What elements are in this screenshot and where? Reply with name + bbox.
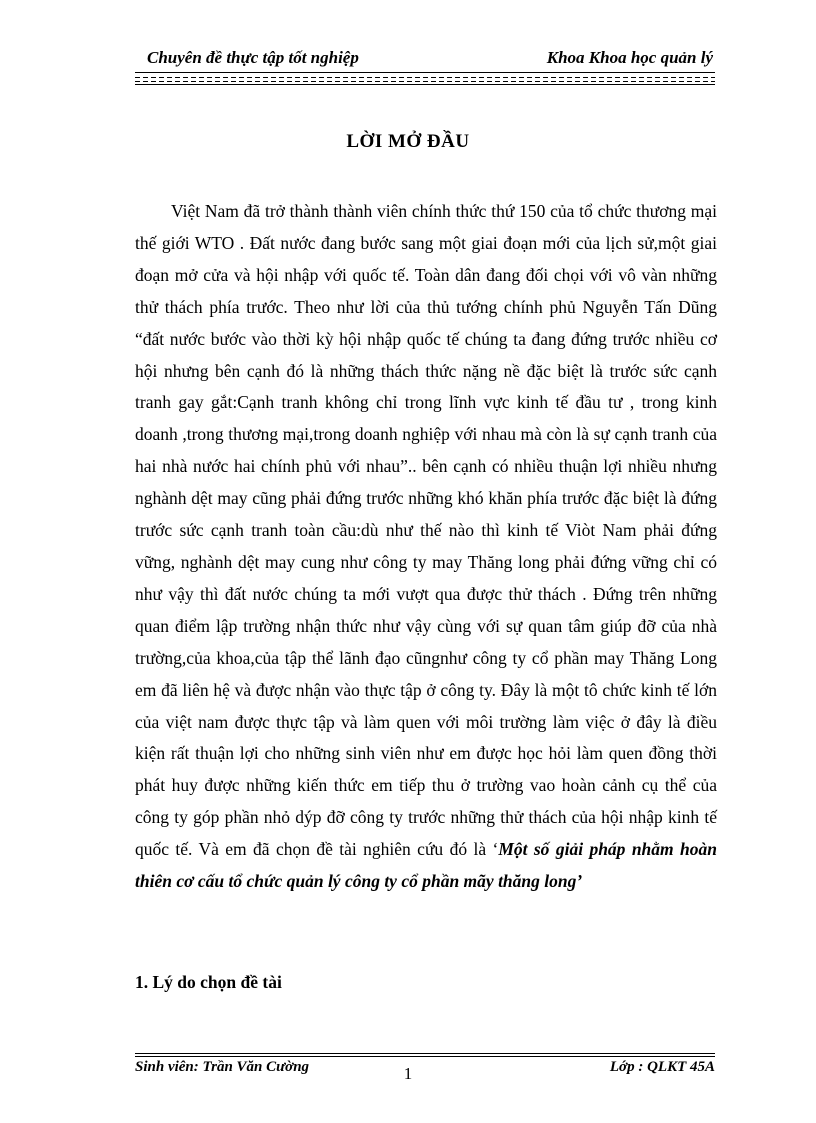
page-number: 1 — [403, 1064, 413, 1083]
intro-paragraph-text: Việt Nam đã trở thành thành viên chính thức thứ 150 của tổ chức thương mại thế giới WTO . Đất nước đang bước sang một giai đoạn mới của lịch sử,một giai đoạn mở cửa và hội nhập với quốc tế. Toàn dân đang đối chọi với vô vàn những thử thách phía trước. Theo như lời của thủ tướng chính phủ Nguyễn Tấn Dũng “đất nước bước vào thời kỳ hội nhập quốc tế chúng ta đang đứng trước nhiều cơ hội nhưng bên cạnh đó là những thách thức nặng nề đặc biệt là trước sức cạnh tranh gay gắt:Cạnh tranh không chỉ trong lĩnh vực kinh tế đầu tư , trong kinh doanh ,trong thương mại,trong doanh nghiệp với nhau mà còn là sự cạnh tranh của hai nhà nước hai chính phủ với nhau”.. bên cạnh có nhiều thuận lợi nhiều nhưng nghành dệt may cũng phải đứng trước những khó khăn phía trước đặc biệt là đứng trước sức cạnh tranh toàn cầu:dù như thế nào thì kinh tế Viòt Nam phải đứng vững, nghành dệt may cung như công ty may Thăng long phải đứng vững chỉ có như vậy thì đất nước chúng ta mới vượt qua được thử thách . Đứng trên những quan điểm lập trường nhận thức như vậy cùng với sự quan tâm giúp đỡ của nhà trường,của khoa,của tập thể lãnh đạo cũngnhư công ty cổ phần may Thăng Long em đã liên hệ và được nhận vào thực tập ở công ty. Đây là một tô chức kinh tế lớn của việt nam được thực tập và làm quen với môi trường làm việc ở đây là điều kiện rất thuận lợi cho những sinh viên như em được học hỏi làm quen đồng thời phát huy được những kiến thức em tiếp thu ở trường vao hoàn cảnh cụ thể của công ty góp phần nhỏ dýp đỡ công ty trước những thử thách của hội nhập kinh tế quốc tế. Và em đã chọn đề tài nghiên cứu đó là ‘ — [135, 201, 717, 860]
footer-class: Lớp : QLKT 45A — [609, 1059, 715, 1075]
thesis-topic-emphasis: Một số giải pháp nhằm hoàn thiên cơ cấu tổ chức quản lý công ty cổ phần mãy thăng long’ — [135, 839, 717, 892]
page-title: LỜI MỞ ĐẦU — [346, 131, 470, 152]
footer-divider-secondary — [135, 1056, 715, 1057]
header-divider — [135, 72, 715, 86]
body-text — [135, 196, 717, 898]
header-right-title: Khoa Khoa học quản lý — [546, 48, 713, 67]
footer-divider — [135, 1053, 715, 1054]
header-left-title: Chuyên đề thực tập tốt nghiệp — [147, 48, 359, 67]
intro-paragraph — [135, 196, 717, 898]
footer-student-name: Sinh viên: Trần Văn Cường — [135, 1059, 310, 1075]
section-heading: 1. Lý do chọn đề tài — [135, 972, 282, 992]
